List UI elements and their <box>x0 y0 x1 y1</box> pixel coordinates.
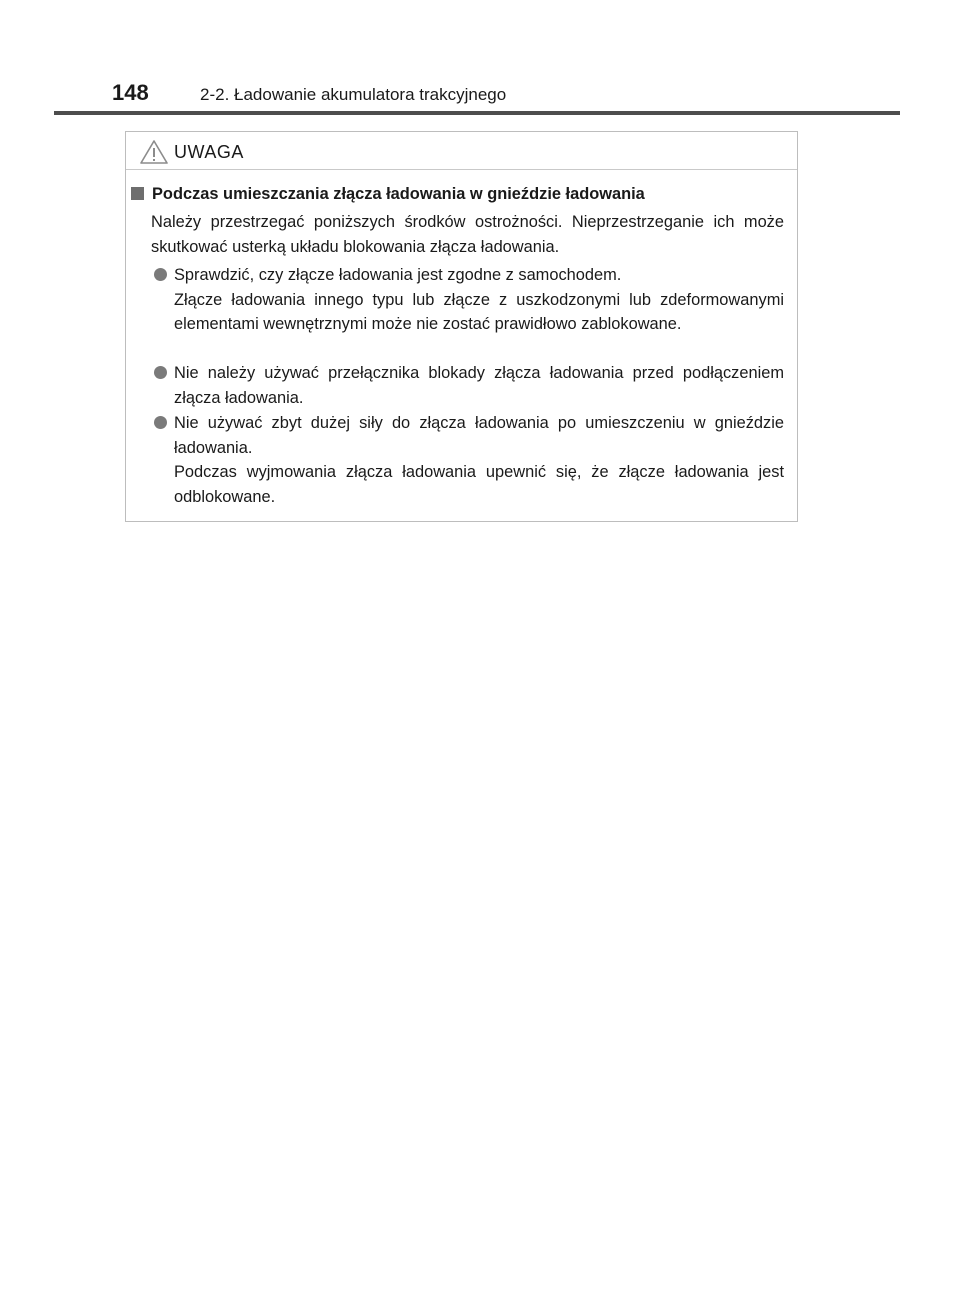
header-rule <box>54 111 900 115</box>
list-item-detail: Złącze ładowania innego typu lub złącze z uszkodzonymi lub zdeformowanymi elementami wewnętrznymi może nie zostać prawidłowo zablokowane. <box>174 290 784 333</box>
warning-title: UWAGA <box>174 142 244 162</box>
warning-subheading-text: Podczas umieszczania złącza ładowania w gnieździe ładowania <box>152 185 645 203</box>
circle-bullet-icon <box>154 416 167 429</box>
circle-bullet-icon <box>154 366 167 379</box>
list-item-main: Nie należy używać przełącznika blokady złącza ładowania przed podłączeniem złącza ładowania. <box>174 364 784 407</box>
list-item <box>154 411 784 509</box>
warning-box <box>125 131 798 522</box>
list-item-main: Sprawdzić, czy złącze ładowania jest zgodne z samochodem. <box>174 266 622 284</box>
list-item-main: Nie używać zbyt dużej siły do złącza ładowania po umieszczeniu w gnieździe ładowania. <box>174 414 784 457</box>
list-item-detail: Podczas wyjmowania złącza ładowania upewnić się, że złącze ładowania jest odblokowane. <box>174 463 784 506</box>
warning-triangle-icon <box>140 140 168 164</box>
page-number: 148 <box>112 80 149 105</box>
square-bullet-icon <box>131 187 144 200</box>
warning-intro: Należy przestrzegać poniższych środków ostrożności. Nieprzestrzeganie ich może skutkować usterką układu blokowania złącza ładowania. <box>151 213 784 256</box>
warning-header <box>126 132 797 170</box>
list-item <box>154 361 784 410</box>
page-header <box>0 0 960 116</box>
warning-subheading <box>131 183 791 205</box>
circle-bullet-icon <box>154 268 167 281</box>
section-title: 2-2. Ładowanie akumulatora trakcyjnego <box>200 85 507 104</box>
list-item <box>154 263 784 337</box>
